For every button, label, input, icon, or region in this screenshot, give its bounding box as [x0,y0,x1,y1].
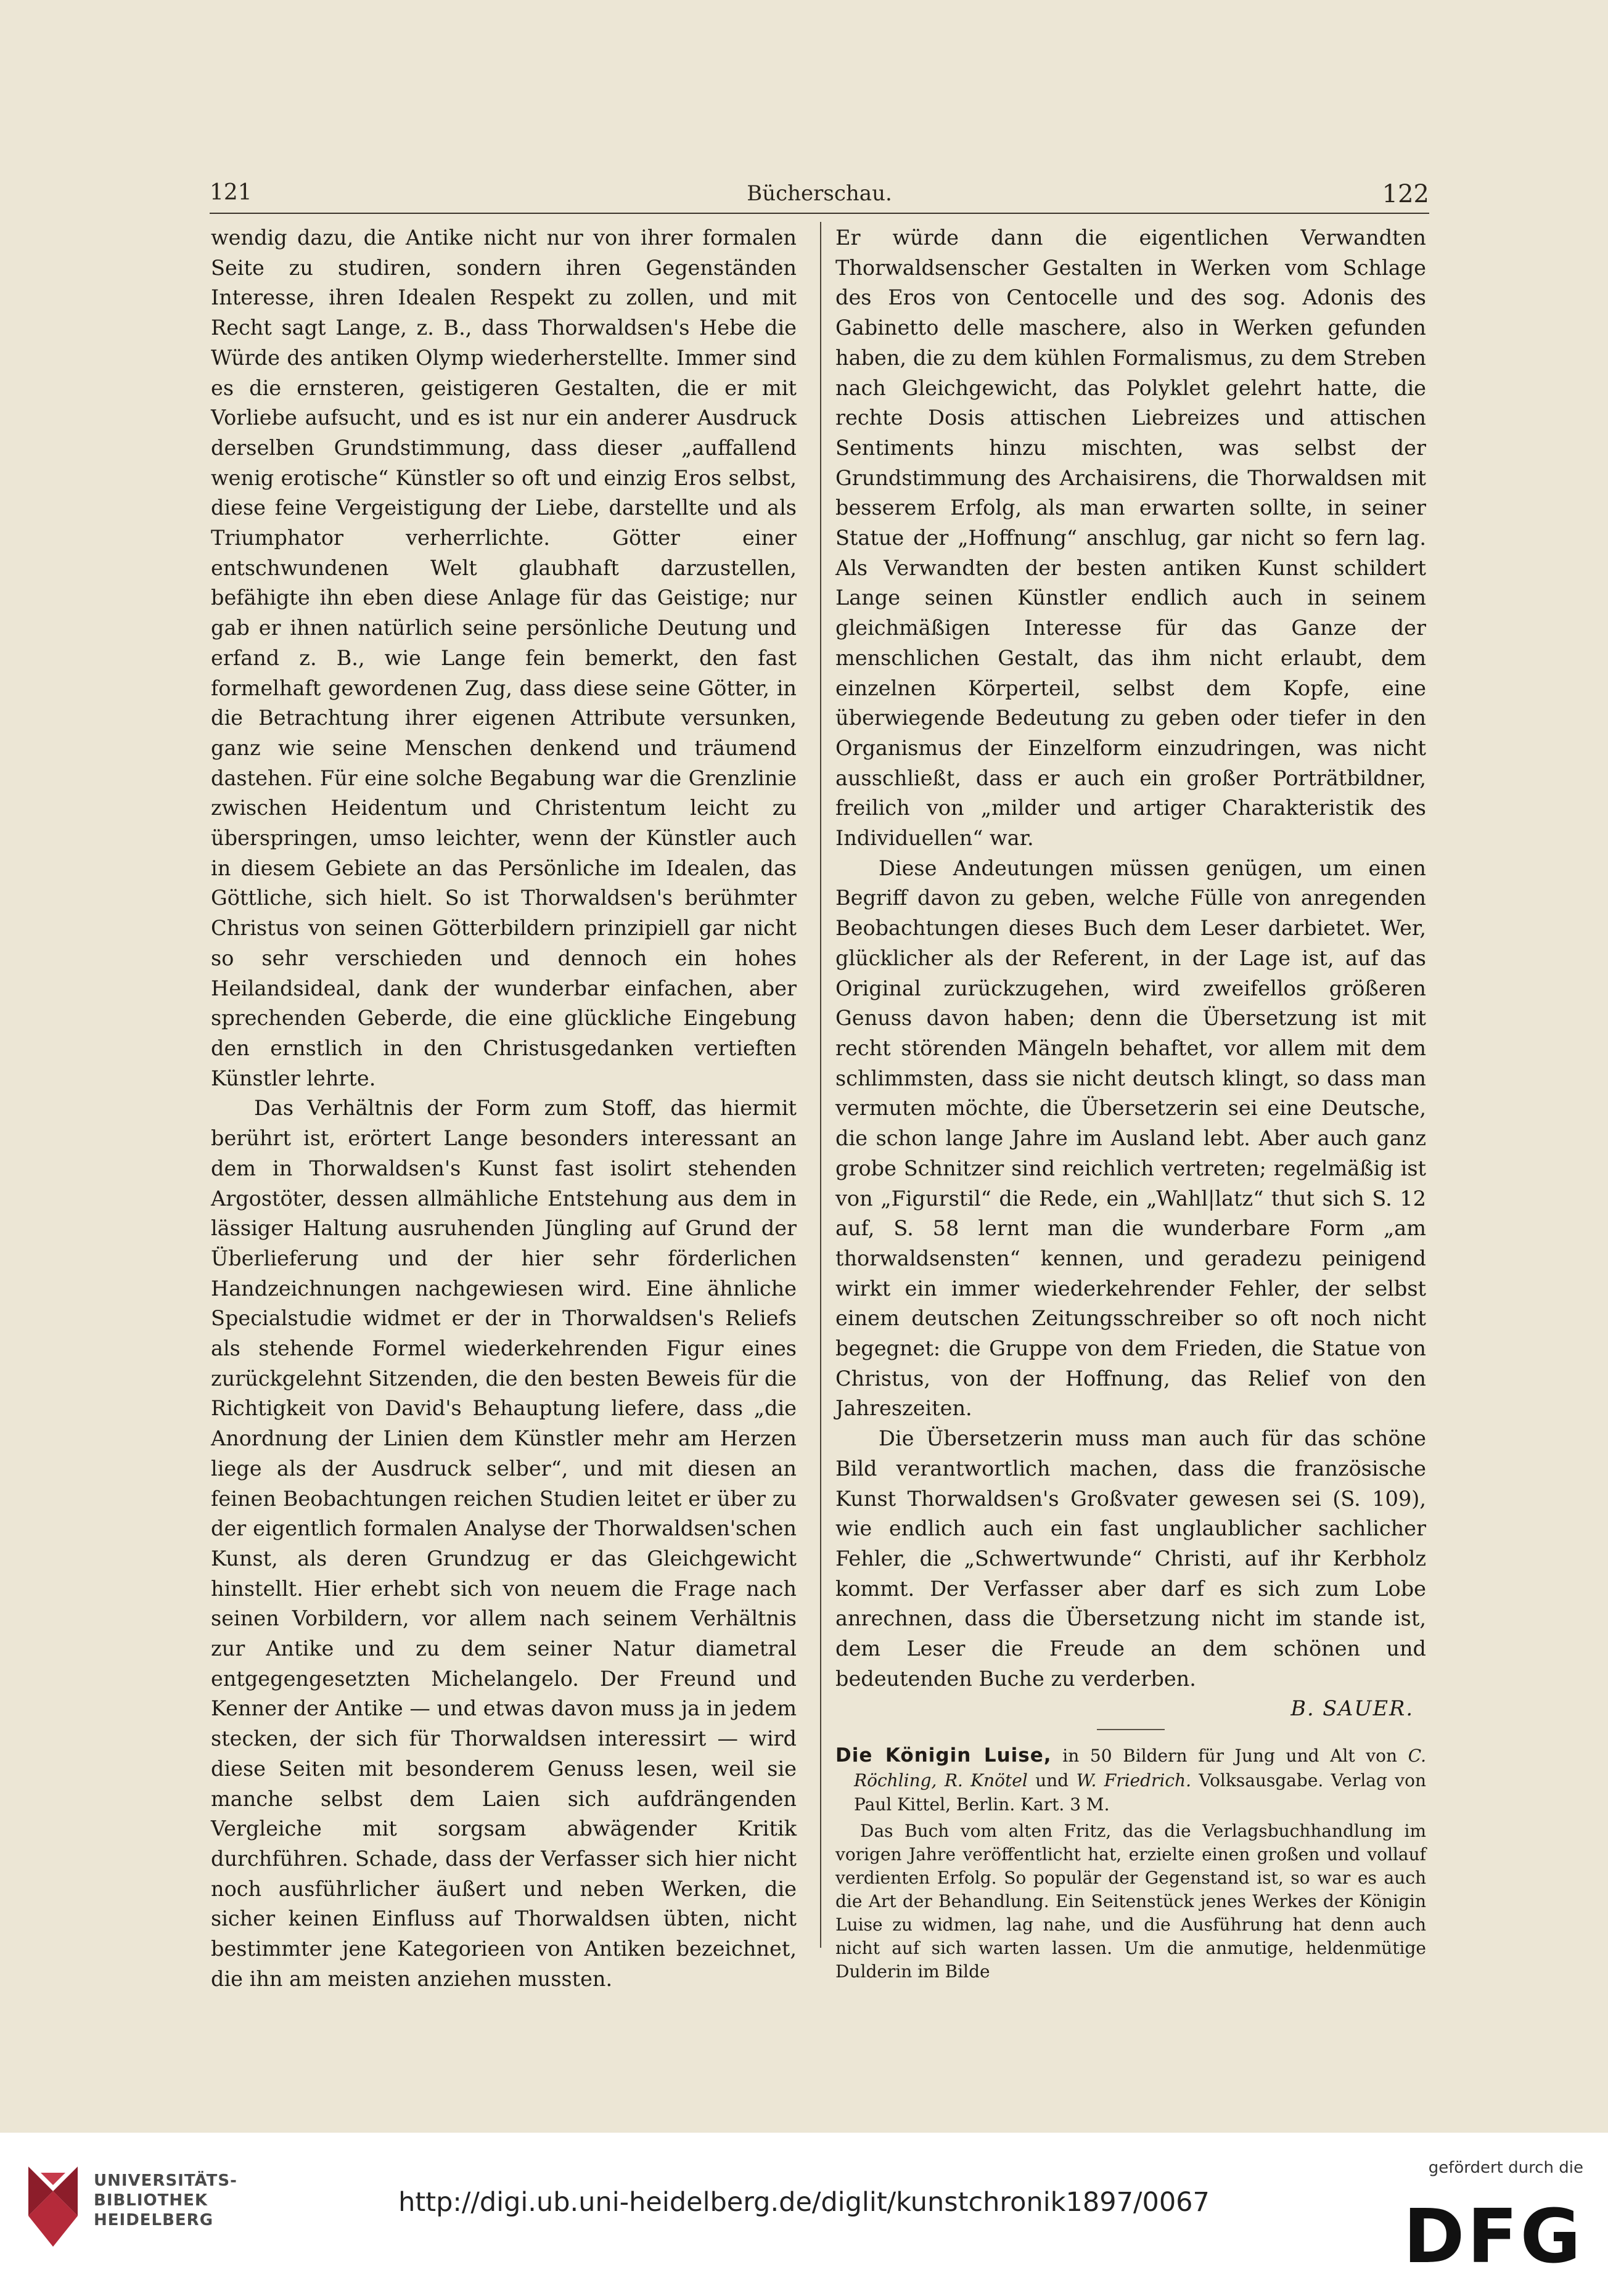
review-heading [835,1744,1426,1817]
left-column [211,223,797,1994]
paragraph: Das Verhältnis der Form zum Stoff, das hiermit berührt ist, erörtert Lange besonders interessant an dem in Thorwaldsen's Kunst fast isolirt stehenden Argostöter, dessen allmähliche Entstehung aus dem in lässiger Haltung ausruhenden Jüngling auf Grund der Überlieferung und der hier sehr förderlichen Handzeichnungen nachgewiesen wird. Eine ähnliche Specialstudie widmet er der in Thorwaldsen's Reliefs als stehende Formel wiederkehrenden Figur eines zurückgelehnt Sitzenden, die den besten Beweis für die Richtigkeit von David's Behauptung liefere, dass „die Anordnung der Linien dem Künstler mehr am Herzen liege als der Ausdruck selber“, und mit diesen an feinen Beobachtungen reichen Studien leitet er über zu der eigentlich formalen Analyse der Thorwaldsen'schen Kunst, als deren Grundzug er das Gleichgewicht hinstellt. Hier erhebt sich von neuem die Frage nach seinen Vorbildern, vor allem nach seinem Verhältnis zur Antike und zu dem seiner Natur diametral entgegengesetzten Michelangelo. Der Freund und Kenner der Antike — und etwas davon muss ja in jedem stecken, der sich für Thorwaldsen interessirt — wird diese Seiten mit besonderem Genuss lesen, weil sie manche selbst dem Laien sich aufdrängenden Vergleiche mit sorgsam abwägender Kritik durchführen. Schade, dass der Verfasser sich hier nicht noch ausführlicher äußert und neben Werken, die sicher keinen Einfluss auf Thorwaldsen übten, nicht bestimmter jene Kategorieen von Antiken bezeichnet, die ihn am meisten anziehen mussten. [211,1096,797,1991]
review-book-title: Die Königin Luise, [835,1744,1052,1767]
paragraph: wendig dazu, die Antike nicht nur von ihrer formalen Seite zu studiren, sondern ihren Gegenständen Interesse, ihren Idealen Respekt zu zollen, und mit Recht sagt Lange, z. B., dass Thorwaldsen's Hebe die Würde des antiken Olymp wiederherstellte. Immer sind es die ernsteren, geistigeren Gestalten, die er mit Vorliebe aufsucht, und es ist nur ein anderer Ausdruck derselben Grundstimmung, dass dieser „auffallend wenig erotische“ Künstler so oft und einzig Eros selbst, diese feine Vergeistigung der Liebe, darstellte und als Triumphator verherrlichte. Götter einer entschwundenen Welt glaubhaft darzustellen, befähigte ihn eben diese Anlage für das Geistige; nur gab er ihnen natürlich seine persönliche Deutung und erfand z. B., wie Lange fein bemerkt, den fast formelhaft gewordenen Zug, dass diese seine Götter, in die Betrachtung ihrer eigenen Attribute versunken, ganz wie seine Menschen denkend und träumend dastehen. Für eine solche Begabung war die Grenzlinie zwischen Heidentum und Christentum leicht zu überspringen, umso leichter, wenn der Künstler auch in diesem Gebiete an das Persönliche im Idealen, das Göttliche, sich hielt. So ist Thorwaldsen's berühmter Christus von seinen Götterbildern prinzipiell gar nicht so sehr verschieden und dennoch ein hohes Heilandsideal, dank der wunderbar einfachen, aber sprechenden Geberde, die eine glückliche Eingebung den ernstlich in den Christusgedanken vertieften Künstler lehrte. [211,226,797,1090]
running-header [210,178,1429,214]
review-authors: C. Röchling, R. Knötel [854,1746,1427,1791]
paragraph: Er würde dann die eigentlichen Verwandten Thorwaldsenscher Gestalten in Werken vom Schlage des Eros von Centocelle und des sog. Adonis des Gabinetto delle maschere, also in Werken gefunden haben, die zu dem kühlen Formalismus, zu dem Streben nach Gleichgewicht, das Polyklet gelehrt hatte, die rechte Dosis attischen Liebreizes und attischen Sentiments hinzu mischten, was selbst der Grundstimmung des Archaisirens, die Thorwaldsen mit besserem Erfolg, als man erwarten sollte, in seiner Statue der „Hoffnung“ anschlug, gar nicht so fern lag. Als Verwandten der besten antiken Kunst schildert Lange seinen Künstler endlich auch in seinem gleichmäßigen Interesse für das Ganze der menschlichen Gestalt, das ihm nicht erlaubt, dem einzelnen Körperteil, selbst dem Kopfe, eine überwiegende Bedeutung zu geben oder tiefer in den Organismus der Einzelform einzudringen, was nicht ausschließt, dass er auch ein großer Porträtbildner, freilich von „milder und artiger Charakteristik des Individuellen“ war. [835,226,1426,851]
digitization-footer [0,2133,1608,2296]
book-review [835,1744,1426,1983]
page-number-left: 121 [210,180,252,205]
right-column [835,223,1426,1983]
paragraph: Diese Andeutungen müssen genügen, um einen Begriff davon zu geben, welche Fülle von anregenden Beobachtungen dieses Buch dem Leser darbietet. Wer, glücklicher als der Referent, in der Lage ist, auf das Original zurückzugehen, wird zweifellos größeren Genuss davon haben; denn die Übersetzung ist mit recht störenden Mängeln behaftet, vor allem mit dem schlimmsten, dass sie nicht deutsch klingt, so dass man vermuten möchte, die Übersetzerin sei eine Deutsche, die schon lange Jahre im Ausland lebt. Aber auch ganz grobe Schnitzer sind reichlich vertreten; regelmäßig ist von „Figurstil“ die Rede, ein „Wahl|latz“ thut sich S. 12 auf, S. 58 lernt man die wunderbare Form „am thorwaldsensten“ kennen, und geradezu peinigend wirkt ein immer wiederkehrender Fehler, der selbst einem deutschen Zeitungsschreiber so oft noch nicht begegnet: die Gruppe von dem Frieden, die Statue von Christus, von der Hoffnung, das Relief von den Jahreszeiten. [835,856,1426,1421]
section-rule [1097,1729,1165,1730]
review-body: Das Buch vom alten Fritz, das die Verlagsbuchhandlung im vorigen Jahre veröffentlicht hat, erzielte einen großen und vollauf verdienten Erfolg. So populär der Gegenstand ist, so war es auch die Art der Behandlung. Ein Seitenstück jenes Werkes der Königin Luise zu widmen, lag nahe, und die Ausführung hat denn auch nicht auf sich warten lassen. Um die anmutige, heldenmütige Dulderin im Bilde [835,1820,1426,1982]
dfg-logo: DFG [1403,2194,1583,2280]
running-title: Bücherschau. [747,181,892,206]
page-number-right: 122 [1382,180,1429,208]
review-publisher: Volksausgabe. Verlag von Paul Kittel, Berlin. Kart. 3 M. [854,1770,1427,1815]
review-meta: in 50 Bildern für Jung und Alt von [1062,1746,1398,1767]
review-and: und [1035,1770,1069,1791]
funding-note: gefördert durch die [1428,2159,1583,2177]
source-url-link[interactable]: http://digi.ub.uni-heidelberg.de/diglit/kunstchronik1897/0067 [398,2187,1210,2218]
review-author-3: W. Friedrich. [1076,1770,1192,1791]
paragraph: Die Übersetzerin muss man auch für das schöne Bild verantwortlich machen, dass die französische Kunst Thorwaldsen's Großvater gewesen sei (S. 109), wie endlich auch ein fast unglaublicher sachlicher Fehler, die „Schwertwunde“ Christi, auf ihr Kerbholz kommt. Der Verfasser aber darf es sich zum Lobe anrechnen, dass die Übersetzung nicht im stande ist, dem Leser die Freude an dem schönen und bedeutenden Buche zu verderben. [835,1426,1426,1691]
author-signature: B. SAUER. [1290,1696,1414,1721]
header-rule [210,213,1429,214]
library-name: UNIVERSITÄTS- BIBLIOTHEK HEIDELBERG [94,2171,237,2229]
column-divider [820,222,821,1948]
